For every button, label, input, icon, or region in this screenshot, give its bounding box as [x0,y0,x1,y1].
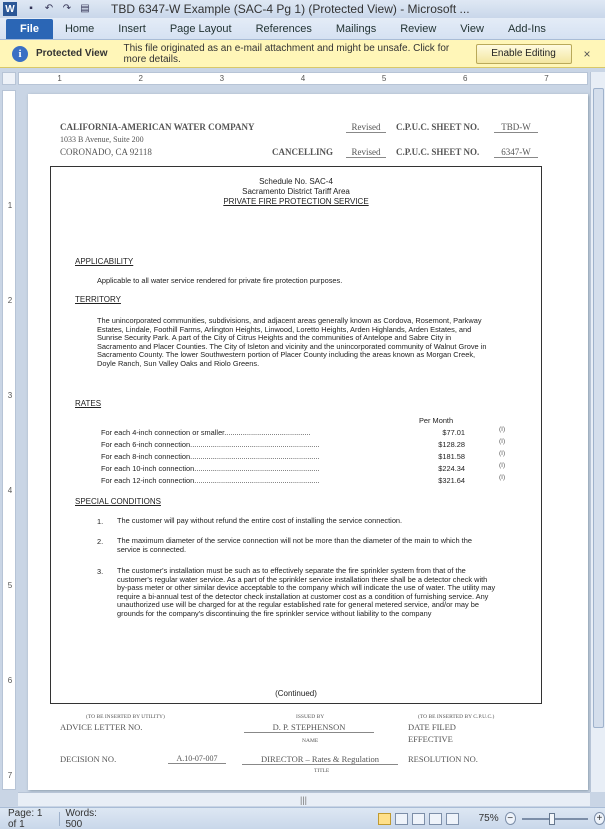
rate-label: For each 8-inch connection............................................................... [101,452,320,461]
rate-flag: (I) [499,450,506,457]
rate-value: $77.01 [442,428,465,437]
ribbon-tabs [0,18,605,40]
ruler-mark: 3 [219,74,225,83]
special-conditions-heading: SPECIAL CONDITIONS [75,497,161,506]
ruler-mark: 1 [7,201,13,210]
rates-heading: RATES [75,399,102,408]
ruler-mark: 2 [138,74,143,83]
web-layout-icon[interactable] [412,813,425,825]
rate-label: For each 4-inch connection or smaller.......................................... [101,428,311,437]
title-bar [0,0,605,18]
rate-value: $128.28 [438,440,465,449]
ruler-mark: 3 [7,391,13,400]
rate-flag: (I) [499,474,506,481]
save-icon[interactable]: ▪ [29,3,33,14]
issuer-name: D. P. STEPHENSON [244,722,374,733]
applicability-heading: APPLICABILITY [75,257,134,266]
print-icon[interactable]: ▤ [80,3,90,14]
cancel-revised-label: Revised [346,147,386,158]
condition-number: 3. [97,567,104,576]
horizontal-scrollbar[interactable] [18,792,590,806]
condition-number: 1. [97,517,104,526]
rate-flag: (I) [499,426,506,433]
undo-icon[interactable]: ↶ [44,3,54,14]
condition-text: The customer's installation must be such as to effectively separate the fire sprinkler system from that of the customer's regular water service. As a part of the sprinkler service installation there shall be a detector check with by-pass meter or other similar device acceptable to the company which will indicate the use of water. The utility may require a bi-annual test of the detector check installation at customer cost as a condition of furnishing service. Any unauthorized use will be charged for at the regular established rate for general metered service, and/or may be grounds for the company's discontinuing the fire sprinkler service without liability to the company [117,566,496,618]
horizontal-ruler[interactable] [18,72,588,85]
date-filed-label: DATE FILED [408,722,456,732]
rate-value: $224.34 [438,464,465,473]
ruler-mark: 4 [7,486,13,495]
schedule-title: Schedule No. SAC-4 [259,177,333,186]
company-address: 1033 B Avenue, Suite 200 [60,135,144,144]
vertical-ruler[interactable] [2,90,16,790]
ruler-mark: 7 [544,74,549,83]
rate-value: $321.64 [438,476,465,485]
sheet-label: C.P.U.C. SHEET NO. [396,122,480,132]
cancel-sheet-label: C.P.U.C. SHEET NO. [396,147,480,157]
info-icon: i [12,46,28,62]
rate-flag: (I) [499,462,506,469]
draft-icon[interactable] [446,813,459,825]
tab-references[interactable]: References [255,23,312,35]
scroll-thumb[interactable] [593,88,604,728]
decision-number: A.10-07-007 [168,754,226,764]
rate-value: $181.58 [438,452,465,461]
word-app-icon[interactable]: W [3,2,17,16]
protected-view-label: Protected View [36,48,108,59]
ruler-mark: 4 [300,74,306,83]
rate-label: For each 6-inch connection............................................................... [101,440,320,449]
cancel-sheet-number: 6347-W [494,147,538,158]
quick-access-toolbar [25,3,91,15]
vertical-scrollbar[interactable] [590,72,605,792]
ruler-mark: 2 [7,296,13,305]
zoom-level[interactable]: 75% [478,813,499,824]
tab-page-layout[interactable]: Page Layout [169,23,232,35]
applicability-text: Applicable to all water service rendered for private fire protection purposes. [97,276,343,285]
close-icon[interactable]: × [583,46,591,61]
director-title: DIRECTOR – Rates & Regulation [242,754,398,765]
rate-label: For each 10-inch connection............................................................. [101,464,320,473]
tab-home[interactable]: Home [64,23,95,35]
ruler-toggle[interactable] [2,72,16,85]
rate-label: For each 12-inch connection............................................................. [101,476,320,485]
page-count[interactable]: Page: 1 of 1 [8,807,43,829]
status-bar [0,807,605,829]
zoom-out-icon[interactable]: − [505,812,516,825]
zoom-in-icon[interactable]: + [594,812,605,825]
window-title: TBD 6347-W Example (SAC-4 Pg 1) (Protected View) - Microsoft ... [111,2,470,16]
effective-label: EFFECTIVE [408,734,453,744]
territory-heading: TERRITORY [75,295,121,304]
decision-label: DECISION NO. [60,754,117,764]
continued-label: (Continued) [275,689,317,698]
protected-view-message[interactable]: This file originated as an e-mail attachment and might be unsafe. Click for more details. [123,42,450,65]
inserted-by-cpuc: (TO BE INSERTED BY C.P.U.C.) [418,714,495,720]
zoom-slider[interactable] [522,818,588,820]
rate-flag: (I) [499,438,506,445]
ruler-mark: 6 [7,676,13,685]
sheet-number: TBD-W [494,122,538,133]
company-name: CALIFORNIA-AMERICAN WATER COMPANY [60,122,255,132]
tariff-box [50,166,542,704]
district-title: Sacramento District Tariff Area [242,187,350,196]
company-city: CORONADO, CA 92118 [60,147,152,157]
outline-icon[interactable] [429,813,442,825]
full-screen-reading-icon[interactable] [395,813,408,825]
tab-view[interactable]: View [460,23,484,35]
ruler-mark: 5 [381,74,387,83]
status-divider [59,812,60,826]
territory-text: The unincorporated communities, subdivisions, and adjacent areas generally known as Cordova, Rosemont, Parkway Estates, Lindale, Foothill Farms, Arlington Heights, Linwood, Loretto Heights, Arden Highlands, Arden Estates, and Sunrise Security Park. A part of the City of Citrus Heights and the communities of Antelope and Sabre City in Sacramento and Placer Counties. The City of Isleton and vicinity and the unincorporated community of Walnut Grove in Sacramento County. The lower Southwestern portion of Placer County including the areas known as Morgan Creek, Doyle Ranch, Sun Valley Oaks and Riolo Greens. [97,316,487,368]
condition-number: 2. [97,537,104,546]
inserted-by-utility: (TO BE INSERTED BY UTILITY) [86,714,165,720]
tab-add-ins[interactable]: Add-Ins [507,23,546,35]
view-switcher [378,813,459,825]
tab-mailings[interactable]: Mailings [335,23,377,35]
print-layout-icon[interactable] [378,813,391,825]
tab-insert[interactable]: Insert [118,23,146,35]
advice-letter-label: ADVICE LETTER NO. [60,722,143,732]
cancelling-label: CANCELLING [272,147,334,157]
per-month-label: Per Month [419,416,454,425]
ruler-mark: 1 [57,74,62,83]
ruler-mark: 6 [463,74,468,83]
protected-view-bar [0,40,605,68]
title-caption: TITLE [314,768,330,774]
redo-icon[interactable]: ↷ [62,3,72,14]
condition-text: The maximum diameter of the service connection will not be more than the diameter of the main to which the service is connected. [117,536,472,554]
ruler-mark: 5 [7,581,13,590]
tab-file[interactable]: File [6,19,53,39]
zoom-slider-knob[interactable] [549,813,555,825]
resolution-label: RESOLUTION NO. [408,754,478,764]
tab-review[interactable]: Review [400,23,437,35]
service-title: PRIVATE FIRE PROTECTION SERVICE [223,197,369,206]
condition-text: The customer will pay without refund the entire cost of installing the service connection. [117,516,403,525]
document-page[interactable] [28,94,588,790]
ruler-mark: 7 [7,771,13,780]
word-count[interactable]: Words: 500 [65,807,97,829]
enable-editing-button[interactable]: Enable Editing [476,44,572,64]
name-caption: NAME [302,738,319,744]
issued-by-caption: ISSUED BY [296,714,325,720]
scroll-grip-icon: ||| [300,795,308,805]
revised-label: Revised [346,122,386,133]
